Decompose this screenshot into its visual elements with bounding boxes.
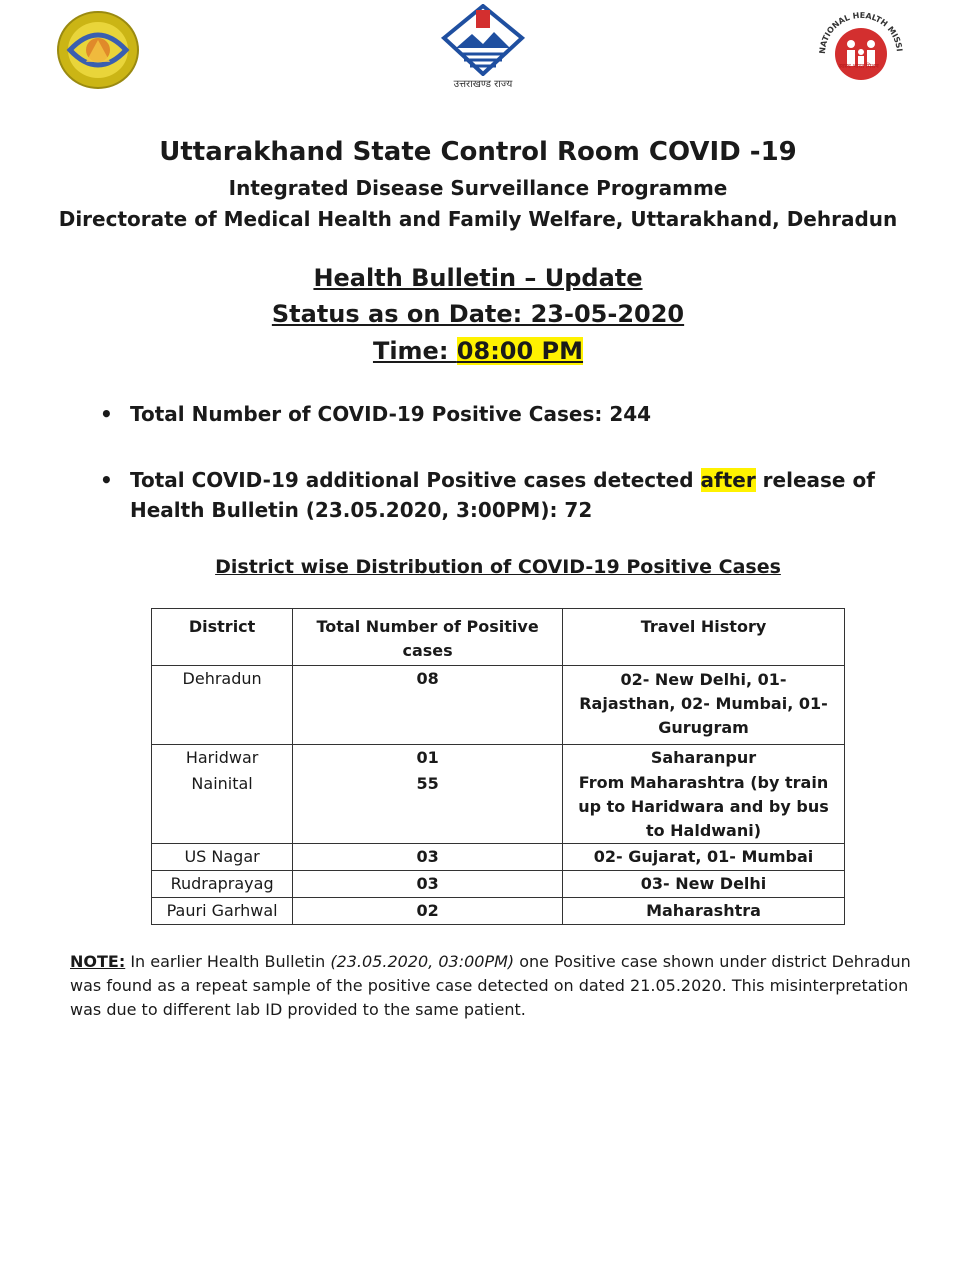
note-paragraph xyxy=(70,950,920,1022)
travel-cell: Maharashtra xyxy=(563,898,845,925)
note-label: NOTE: xyxy=(70,952,126,971)
bulletin-status-text: Status as on Date: 23-05-2020 xyxy=(271,300,685,328)
header-district: District xyxy=(152,609,293,666)
travel-cell: 02- Gujarat, 01- Mumbai xyxy=(563,844,845,871)
count-cell: 55 xyxy=(293,771,563,844)
programme-subtitle: Integrated Disease Surveillance Programme xyxy=(228,176,728,200)
travel-cell: From Maharashtra (by train up to Haridwara and by bus to Haldwani) xyxy=(563,771,845,844)
total-cases-point xyxy=(100,399,900,429)
table-row xyxy=(152,666,845,745)
district-cell: Dehradun xyxy=(152,666,293,745)
nhm-caption: स्वस्थ भारत मिशन xyxy=(839,63,879,70)
travel-cell: Saharanpur xyxy=(563,745,845,772)
travel-cell: 03- New Delhi xyxy=(563,871,845,898)
additional-cases-point xyxy=(100,465,900,525)
mountain-emblem-icon xyxy=(438,4,528,76)
bulletin-time-label: Time: xyxy=(372,337,457,365)
header-travel: Travel History xyxy=(563,609,845,666)
table-row xyxy=(152,844,845,871)
district-cell: Haridwar xyxy=(152,745,293,772)
logo-caption: उत्तराखण्ड राज्य xyxy=(453,79,513,90)
total-cases-label: Total Number of COVID-19 Positive Cases: xyxy=(130,402,610,426)
district-cell: US Nagar xyxy=(152,844,293,871)
total-cases-value: 244 xyxy=(609,402,652,426)
emblem-icon xyxy=(56,10,140,90)
page-title: Uttarakhand State Control Room COVID -19 xyxy=(159,137,797,167)
table-row xyxy=(152,771,845,844)
bulletin-status xyxy=(0,300,956,328)
table-header-row xyxy=(152,609,845,666)
nhm-logo xyxy=(815,8,907,92)
table-row xyxy=(152,898,845,925)
note-italic: (23.05.2020, 03:00PM) xyxy=(330,952,515,971)
table-row xyxy=(152,871,845,898)
count-cell: 03 xyxy=(293,871,563,898)
table-row xyxy=(152,745,845,772)
district-cell: Pauri Garhwal xyxy=(152,898,293,925)
district-table xyxy=(151,608,845,925)
bullet-icon: • xyxy=(100,402,113,426)
count-cell: 02 xyxy=(293,898,563,925)
header-total: Total Number of Positive cases xyxy=(293,609,563,666)
left-emblem-logo xyxy=(56,10,140,90)
additional-cases-pre: Total COVID-19 additional Positive cases detected xyxy=(130,468,701,492)
uttarakhand-logo xyxy=(438,4,528,96)
bulletin-title xyxy=(0,264,956,292)
table-title: District wise Distribution of COVID-19 Positive Cases xyxy=(215,556,781,578)
note-text-2: one Positive case shown under district Dehradun was found as a repeat sample of the positive case detected on dated 21.05.2020. This misinterpretation was due to different lab ID provided to the same patient. xyxy=(70,952,911,1019)
travel-cell: 02- New Delhi, 01- Rajasthan, 02- Mumbai, 01- Gurugram xyxy=(563,666,845,745)
nhm-ring-text: NATIONAL HEALTH MISSI xyxy=(817,10,904,55)
bullet-icon: • xyxy=(100,468,113,492)
note-text-1: In earlier Health Bulletin xyxy=(125,952,331,971)
district-cell: Nainital xyxy=(152,771,293,844)
additional-cases-highlight: after xyxy=(700,468,756,492)
bulletin-title-text: Health Bulletin – Update xyxy=(313,264,643,292)
count-cell: 01 xyxy=(293,745,563,772)
nhm-family-icon xyxy=(815,8,907,92)
directorate-subtitle: Directorate of Medical Health and Family Welfare, Uttarakhand, Dehradun xyxy=(58,207,898,231)
district-cell: Rudraprayag xyxy=(152,871,293,898)
bulletin-time xyxy=(0,337,956,365)
bulletin-time-value: 08:00 PM xyxy=(456,337,584,365)
count-cell: 08 xyxy=(293,666,563,745)
additional-cases-post: release of Health Bulletin (23.05.2020, 3:00PM): 72 xyxy=(130,468,875,522)
count-cell: 03 xyxy=(293,844,563,871)
